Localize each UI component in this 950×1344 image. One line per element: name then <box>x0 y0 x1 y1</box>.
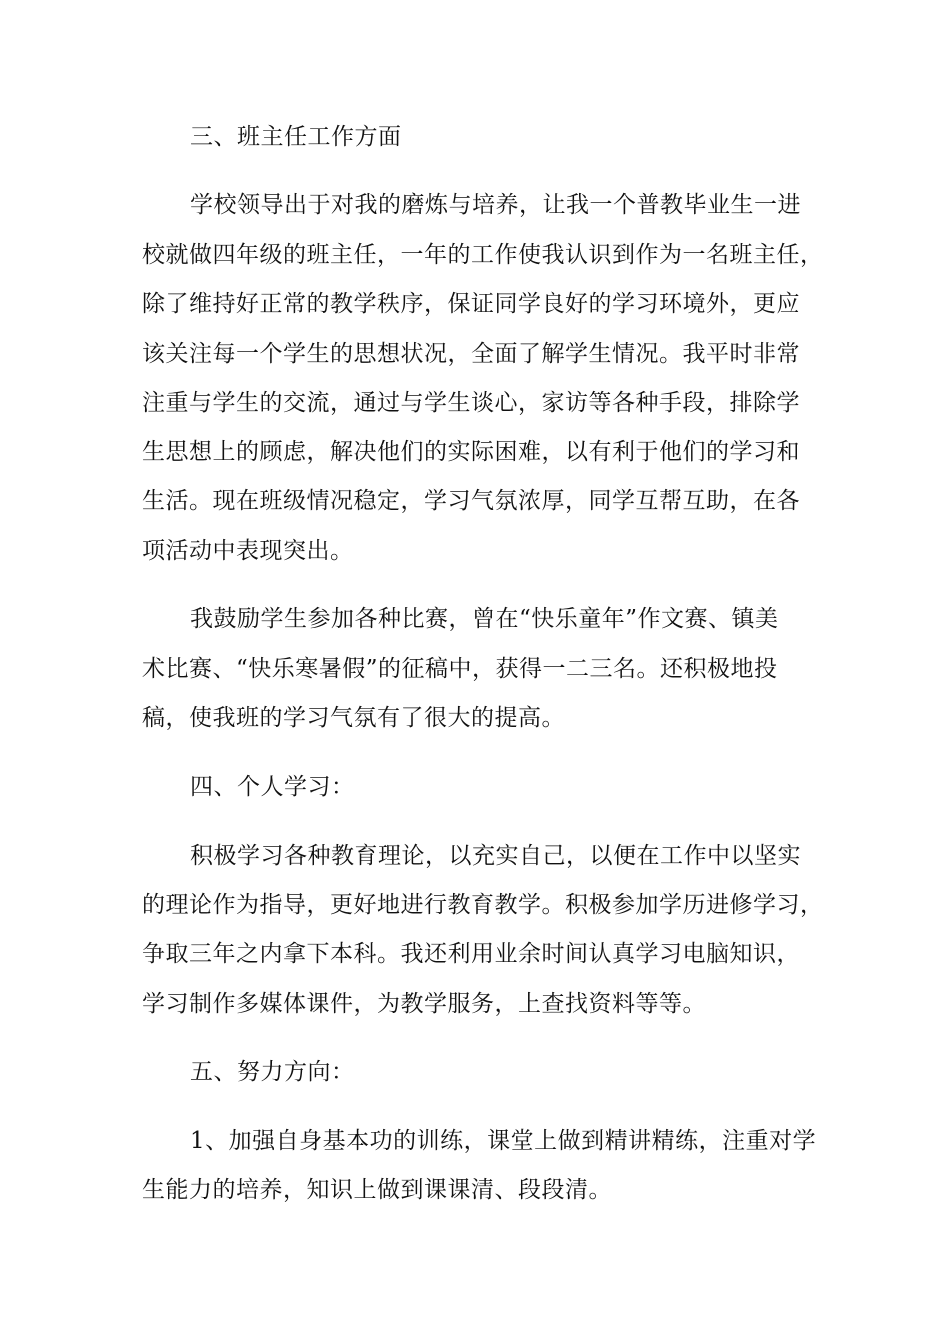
paragraph-line: 校就做四年级的班主任，一年的工作使我认识到作为一名班主任， <box>142 242 824 268</box>
paragraph-line: 注重与学生的交流，通过与学生谈心，家访等各种手段，排除学 <box>142 390 800 416</box>
paragraph-line: 该关注每一个学生的思想状况，全面了解学生情况。我平时非常 <box>142 341 800 367</box>
paragraph-line: 术比赛、“快乐寒暑假”的征稿中，获得一二三名。还积极地投 <box>142 656 778 682</box>
heading-line: 五、努力方向： <box>190 1059 355 1085</box>
paragraph-line: 稿，使我班的学习气氛有了很大的提高。 <box>142 705 565 731</box>
paragraph-line: 除了维持好正常的教学秩序，保证同学良好的学习环境外，更应 <box>142 291 800 317</box>
heading-line: 四、个人学习： <box>190 774 355 800</box>
paragraph-line: 我鼓励学生参加各种比赛，曾在“快乐童年”作文赛、镇美 <box>190 606 779 632</box>
paragraph-line: 1、加强自身基本功的训练，课堂上做到精讲精练，注重对学 <box>190 1128 817 1154</box>
paragraph-line: 学校领导出于对我的磨炼与培养，让我一个普教毕业生一进 <box>190 192 801 218</box>
paragraph-line: 项活动中表现突出。 <box>142 538 354 564</box>
heading-line: 三、班主任工作方面 <box>190 124 402 150</box>
paragraph-line: 生能力的培养，知识上做到课课清、段段清。 <box>142 1177 612 1203</box>
paragraph-line: 积极学习各种教育理论，以充实自己，以便在工作中以坚实 <box>190 843 801 869</box>
paragraph-line: 生思想上的顾虑，解决他们的实际困难，以有利于他们的学习和 <box>142 439 800 465</box>
paragraph-line: 学习制作多媒体课件，为教学服务，上查找资料等等。 <box>142 991 706 1017</box>
paragraph-line: 生活。现在班级情况稳定，学习气氛浓厚，同学互帮互助，在各 <box>142 488 800 514</box>
paragraph-line: 争取三年之内拿下本科。我还利用业余时间认真学习电脑知识， <box>142 941 800 967</box>
paragraph-line: 的理论作为指导，更好地进行教育教学。积极参加学历进修学习， <box>142 892 824 918</box>
